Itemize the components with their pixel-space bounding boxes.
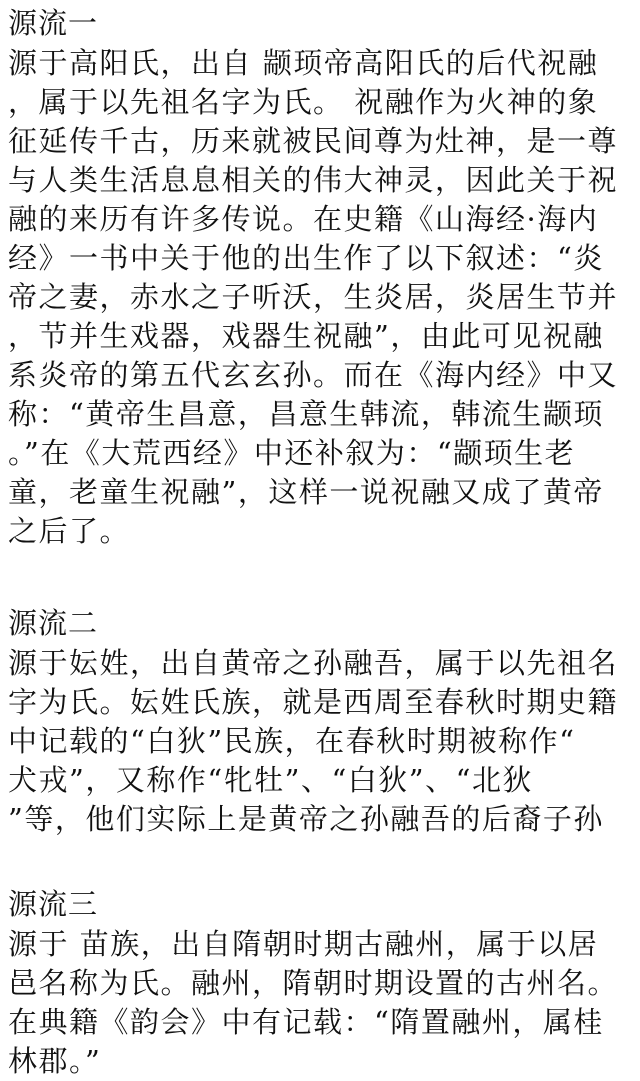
section-spacer <box>8 839 632 883</box>
paragraph-line: 系炎帝的第五代玄玄孙。而在《海内经》中又 <box>8 358 619 392</box>
section-spacer <box>8 551 632 602</box>
paragraph-line: 。”在《大荒西经》中还补叙为：“颛顼生老 <box>8 436 576 470</box>
paragraph-line: 源于妘姓，出自黄帝之孙融吾，属于以先祖名 <box>8 646 619 680</box>
paragraph-line: 犬戎”，又称作“牝牡”、“白狄”、“北狄 <box>8 763 533 797</box>
paragraph-line: 经》一书中关于他的出生作了以下叙述：“炎 <box>8 241 604 275</box>
section-title: 源流一 <box>8 6 99 40</box>
paragraph-line: 称：“黄帝生昌意，昌意生韩流，韩流生颛顼 <box>8 397 604 431</box>
section-origin-2 <box>8 602 632 839</box>
paragraph-line: 帝之妻，赤水之子听沃，生炎居，炎居生节并 <box>8 280 619 314</box>
paragraph-line: 源于高阳氏，出自 颛顼帝高阳氏的后代祝融 <box>8 46 599 80</box>
paragraph-line: 在典籍《韵会》中有记载：“隋置融州，属桂 <box>8 1005 604 1039</box>
paragraph-line: 林郡。” <box>8 1044 102 1078</box>
section-origin-1 <box>8 2 632 551</box>
paragraph-line: 融的来历有许多传说。在史籍《山海经·海内 <box>8 202 599 236</box>
paragraph-line: 中记载的“白狄”民族，在春秋时期被称作“ <box>8 724 576 758</box>
paragraph-line: 源于 苗族，出自隋朝时期古融州，属于以居 <box>8 927 599 961</box>
paragraph-line: 字为氏。妘姓氏族，就是西周至春秋时期史籍 <box>8 685 619 719</box>
section-title: 源流三 <box>8 887 99 921</box>
paragraph-line: ，节并生戏器，戏器生祝融”，由此可见祝融 <box>8 319 604 353</box>
paragraph-line: 之后了。 <box>8 514 131 548</box>
document-page <box>8 2 632 1081</box>
section-title: 源流二 <box>8 606 99 640</box>
paragraph-line: 与人类生活息息相关的伟大神灵，因此关于祝 <box>8 163 619 197</box>
paragraph-line: 征延传千古，历来就被民间尊为灶神，是一尊 <box>8 124 619 158</box>
paragraph-line: 邑名称为氏。融州，隋朝时期设置的古州名。 <box>8 966 619 1000</box>
paragraph-line: ，属于以先祖名字为氏。 祝融作为火神的象 <box>8 85 599 119</box>
section-origin-3 <box>8 883 632 1081</box>
paragraph-line: ”等，他们实际上是黄帝之孙融吾的后裔子孙 <box>8 802 604 836</box>
paragraph-line: 童，老童生祝融”，这样一说祝融又成了黄帝 <box>8 475 604 509</box>
